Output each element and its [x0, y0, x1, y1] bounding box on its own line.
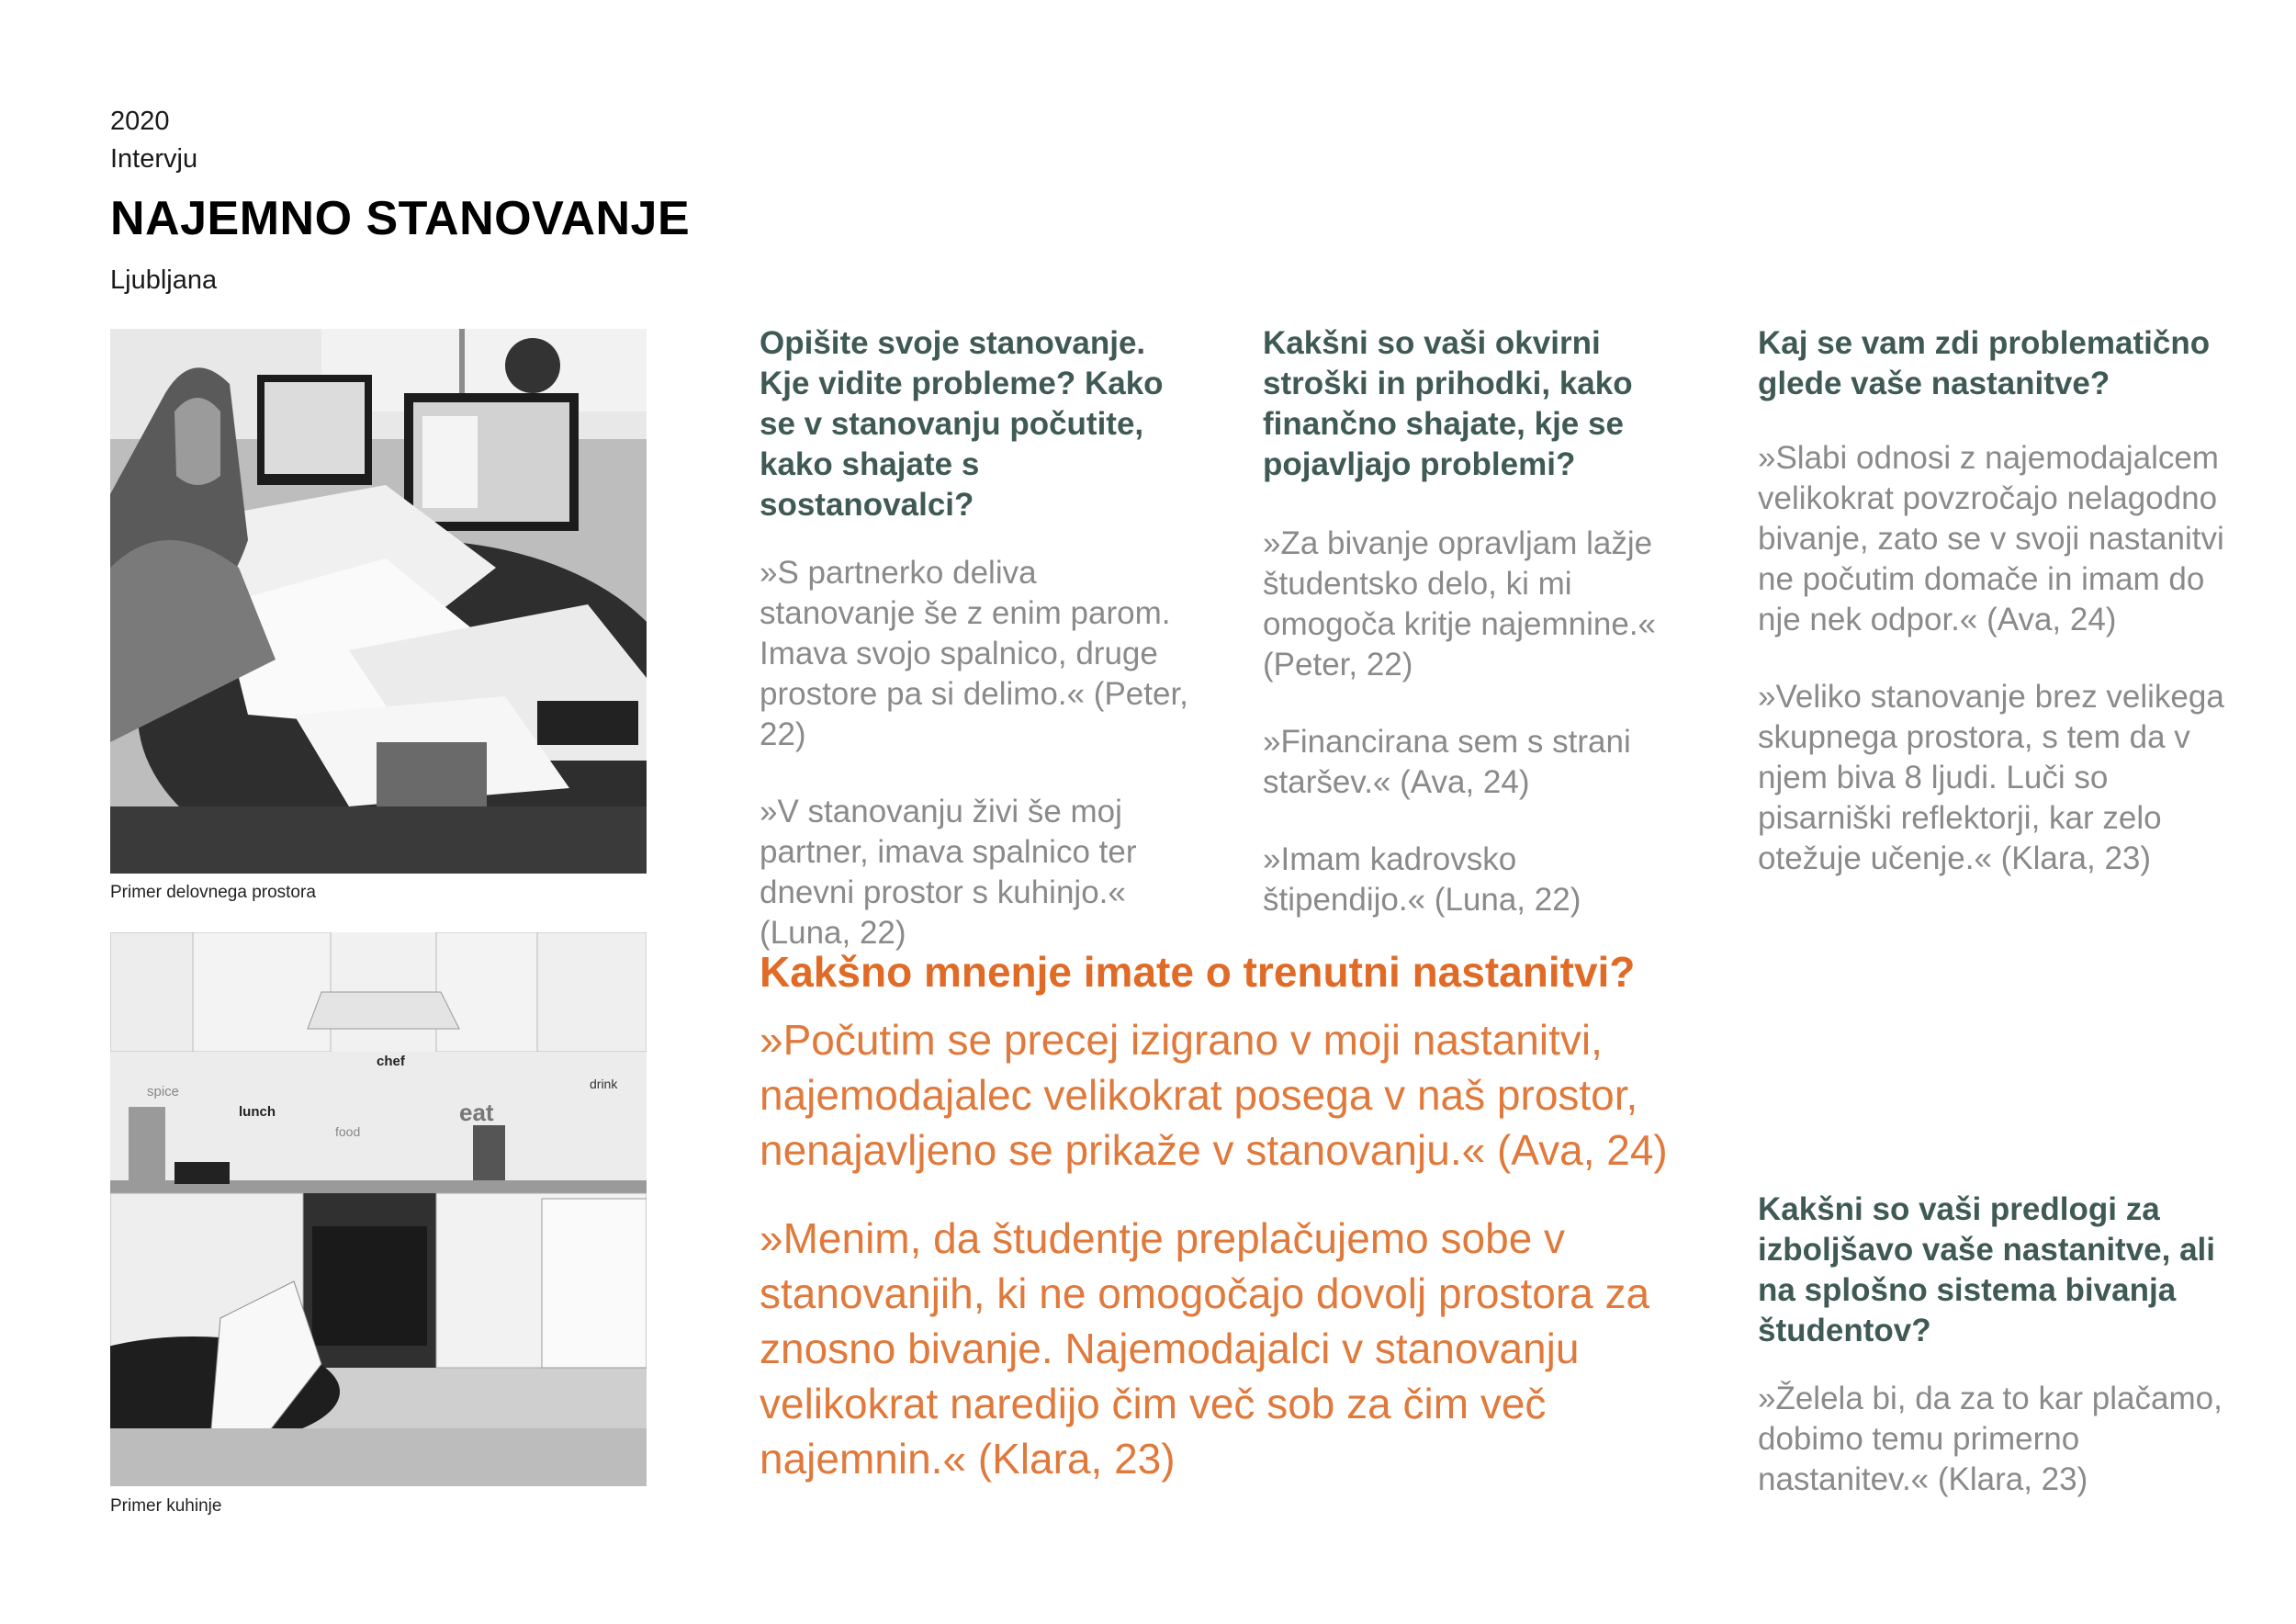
featured-answer-klara: »Menim, da študentje preplačujemo sobe v stanovanjih, ki ne omogočajo dovolj prostora za znosno bivanje. Najemodajalci v stanovanju velikokrat naredijo čim več sob za čim več najemnin.« (Klara, 23): [760, 1214, 1650, 1483]
kitchen-word-food: food: [335, 1124, 361, 1139]
year: 2020: [110, 107, 170, 136]
question-housing: Opišite svoje stanovanje. Kje vidite probleme? Kako se v stanovanju počutite, kako shajate s sostanovalci?: [760, 325, 1164, 523]
featured-answers: [760, 1012, 1724, 1486]
location: Ljubljana: [110, 265, 218, 295]
answer-housing-peter: »S partnerko deliva stanovanje še z enim parom. Imava svojo spalnico, druge prostore pa si delimo.« (Peter, 22): [760, 555, 1188, 752]
answers-finances: [1263, 524, 1685, 920]
column-housing: [760, 323, 1200, 990]
suggestion-answer-klara: »Želela bi, da za to kar plačamo, dobimo temu primerno nastanitev.« (Klara, 23): [1758, 1381, 2223, 1497]
page-title: NAJEMNO STANOVANJE: [110, 192, 691, 245]
kitchen-word-chef: chef: [377, 1054, 405, 1069]
answers-housing: [760, 553, 1200, 953]
answer-problems-ava: »Slabi odnosi z najemodajalcem velikokrat povzročajo nelagodno bivanje, zato se v svoji nastanitvi ne počutim domače in imam do nje nek odpor.« (Ava, 24): [1758, 440, 2224, 637]
kitchen-word-drink: drink: [590, 1077, 618, 1091]
workspace-photo: [110, 329, 647, 874]
suggestions-section: [1758, 1190, 2235, 1537]
suggestions-answers: [1758, 1379, 2235, 1500]
answers-problems: [1758, 438, 2226, 879]
workspace-caption: Primer delovnega prostora: [110, 883, 316, 902]
question-finances: Kakšni so vaši okvirni stroški in prihodki, kako finančno shajate, kje se pojavljajo problemi?: [1263, 325, 1633, 482]
kitchen-word-spice: spice: [147, 1084, 180, 1100]
featured-question: Kakšno mnenje imate o trenutni nastanitvi?: [760, 948, 1636, 996]
kitchen-caption: Primer kuhinje: [110, 1496, 222, 1516]
suggestions-question: Kakšni so vaši predlogi za izboljšavo vaše nastanitve, ali na splošno sistema bivanja študentov?: [1758, 1191, 2215, 1348]
kitchen-word-lunch: lunch: [239, 1104, 276, 1120]
answer-finances-ava: »Financirana sem s strani staršev.« (Ava, 24): [1263, 724, 1631, 800]
answer-housing-luna: »V stanovanju živi še moj partner, imava spalnico ter dnevni prostor s kuhinjo.« (Luna, 22): [760, 794, 1137, 951]
kitchen-photo: [110, 932, 647, 1486]
question-problems: Kaj se vam zdi problematično glede vaše nastanitve?: [1758, 325, 2211, 401]
featured-answer-ava: »Počutim se precej izigrano v moji nastanitvi, najemodajalec velikokrat posega v naš prostor, nenajavljeno se prikaže v stanovanju.« (Ava, 24): [760, 1016, 1668, 1174]
document-type: Intervju: [110, 144, 198, 174]
answer-finances-luna: »Imam kadrovsko štipendijo.« (Luna, 22): [1263, 841, 1581, 918]
answer-finances-peter: »Za bivanje opravljam lažje študentsko delo, ki mi omogoča kritje najemnine.« (Peter, 22): [1263, 525, 1657, 682]
column-problems: [1758, 323, 2226, 916]
featured-section: [760, 946, 1724, 1519]
kitchen-word-eat: eat: [459, 1099, 494, 1126]
column-finances: [1263, 323, 1685, 957]
answer-problems-klara: »Veliko stanovanje brez velikega skupnega prostora, s tem da v njem biva 8 ljudi. Luči so pisarniški reflektorji, kar zelo otežuje učenje.« (Klara, 23): [1758, 679, 2224, 876]
